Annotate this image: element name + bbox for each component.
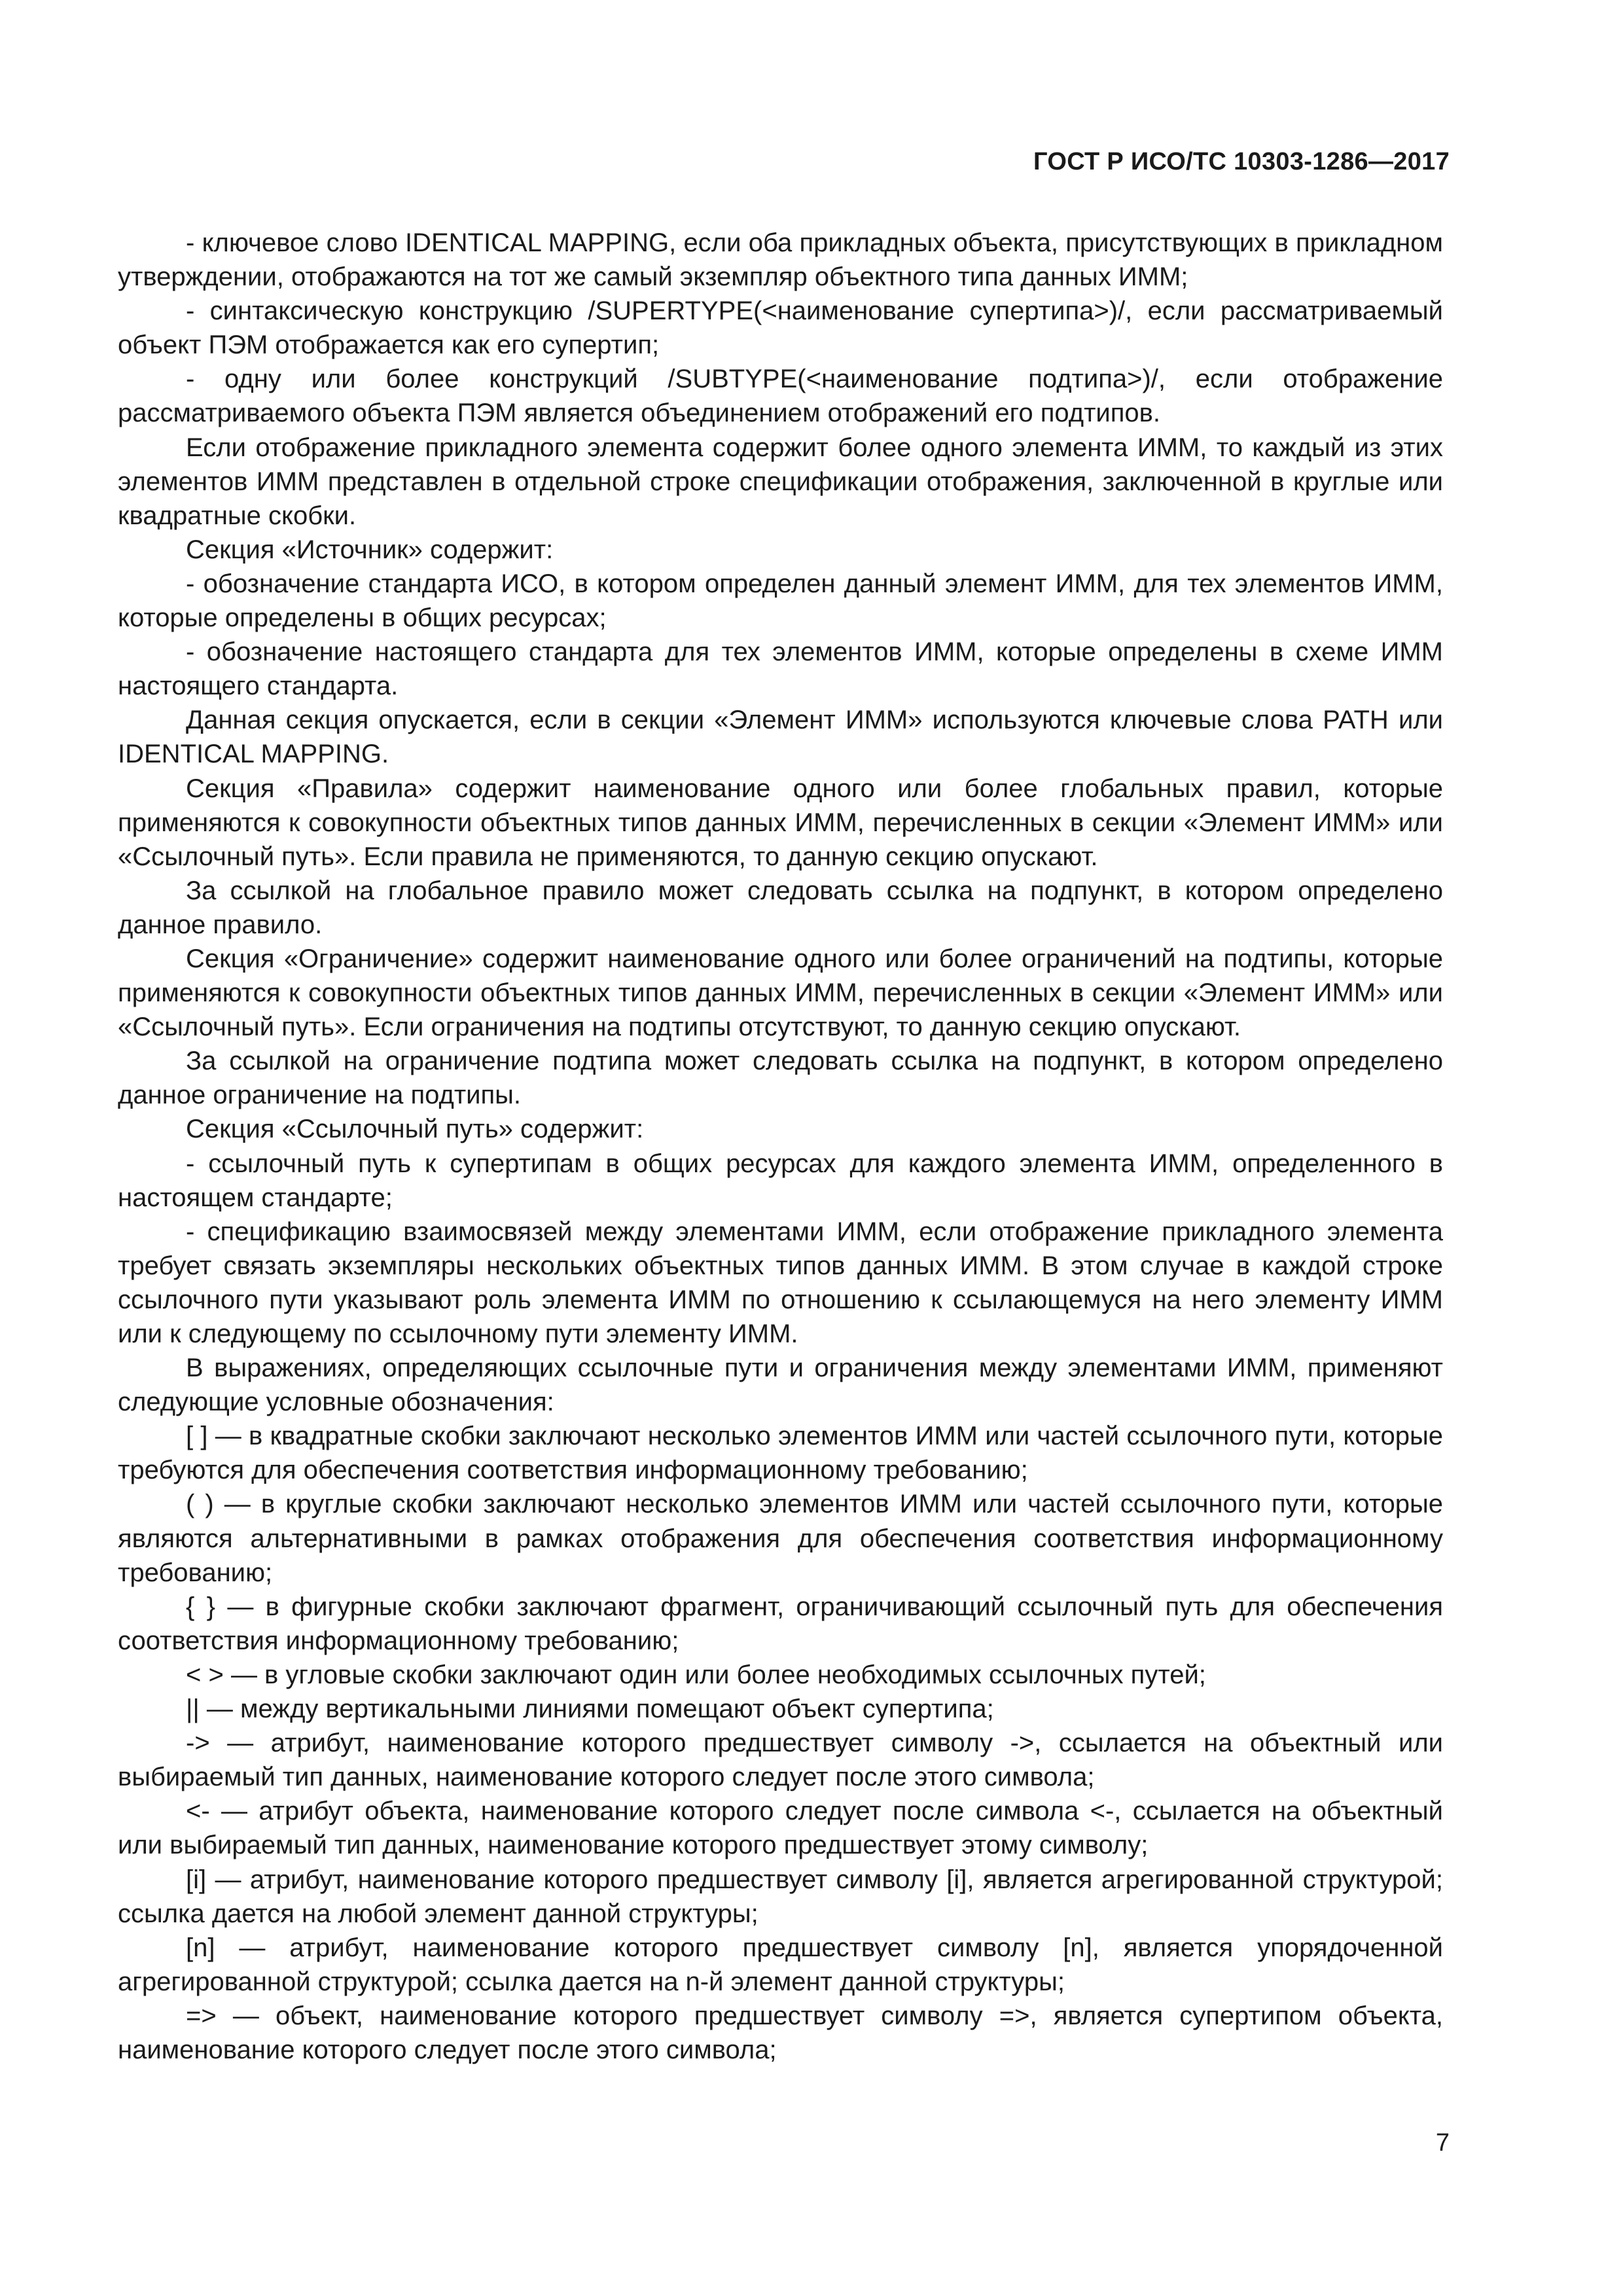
paragraph-curly-brackets: { } — в фигурные скобки заключают фрагмент, ограничивающий ссылочный путь для обеспечения соответствия информационному требованию; bbox=[118, 1592, 1443, 1655]
paragraph-aggregate-i: [i] — атрибут, наименование которого предшествует символу [i], является агрегированной структурой; ссылка дается на любой элемент данной структуры; bbox=[118, 1865, 1443, 1928]
paragraph-backward-arrow: <- — атрибут объекта, наименование которого следует после символа <-, ссылается на объектный или выбираемый тип данных, наименование которого предшествует этому символу; bbox=[118, 1797, 1443, 1860]
paragraph-constraint-section: Секция «Ограничение» содержит наименование одного или более ограничений на подтипы, которые применяются к совокупности объектных типов данных ИММ, перечисленных в секции «Элемент ИММ» или «Ссылочный путь». Если ограничения на подтипы отсутствуют, то данную секцию опускают. bbox=[118, 944, 1443, 1042]
paragraph-angle-brackets: < > — в угловые скобки заключают один или более необходимых ссылочных путей; bbox=[186, 1660, 1206, 1689]
paragraph-reference-path-section: Секция «Ссылочный путь» содержит: bbox=[186, 1115, 644, 1144]
paragraph-iso-designation: - обозначение стандарта ИСО, в котором определен данный элемент ИММ, для тех элементов ИММ, которые определены в общих ресурсах; bbox=[118, 569, 1443, 633]
paragraph-supertype-arrow: => — объект, наименование которого предшествует символу =>, является супертипом объекта, наименование которого следует после этого символа; bbox=[118, 2001, 1443, 2064]
paragraph-multiple-elements: Если отображение прикладного элемента содержит более одного элемента ИММ, то каждый из этих элементов ИММ представлен в отдельной строке спецификации отображения, заключенной в круглые или квадратные скобки. bbox=[118, 433, 1443, 530]
paragraph-aggregate-n: [n] — атрибут, наименование которого предшествует символу [n], является упорядоченной агрегированной структурой; ссылка дается на n-й элемент данной структуры; bbox=[118, 1933, 1443, 1996]
document-body bbox=[118, 226, 1443, 2067]
paragraph-round-brackets: ( ) — в круглые скобки заключают несколько элементов ИММ или частей ссылочного пути, которые являются альтернативными в рамках отображения для обеспечения соответствия информационному требованию; bbox=[118, 1490, 1443, 1587]
document-code-header: ГОСТ Р ИСО/ТС 10303-1286—2017 bbox=[1033, 148, 1450, 175]
paragraph-supertype-path: - ссылочный путь к супертипам в общих ресурсах для каждого элемента ИММ, определенного в настоящем стандарте; bbox=[118, 1149, 1443, 1212]
paragraph-square-brackets: [ ] — в квадратные скобки заключают несколько элементов ИММ или частей ссылочного пути, которые требуются для обеспечения соответствия информационному требованию; bbox=[118, 1422, 1443, 1485]
paragraph-relationship-spec: - спецификацию взаимосвязей между элементами ИММ, если отображение прикладного элемента требует связать экземпляры нескольких объектных типов данных ИММ. В этом случае в каждой строке ссылочного пути указывают роль элемента ИММ по отношению к ссылающемуся на него элементу ИММ или к следующему по ссылочному пути элементу ИММ. bbox=[118, 1217, 1443, 1348]
paragraph-notation-intro: В выражениях, определяющих ссылочные пути и ограничения между элементами ИММ, применяют следующие условные обозначения: bbox=[118, 1354, 1443, 1417]
paragraph-subtype: - одну или более конструкций /SUBTYPE(<наименование подтипа>)/, если отображение рассматриваемого объекта ПЭМ является объединением отображений его подтипов. bbox=[118, 365, 1443, 428]
paragraph-supertype: - синтаксическую конструкцию /SUPERTYPE(<наименование супертипа>)/, если рассматриваемый объект ПЭМ отображается как его супертип; bbox=[118, 296, 1443, 360]
paragraph-section-omitted: Данная секция опускается, если в секции «Элемент ИММ» используются ключевые слова PATH или IDENTICAL MAPPING. bbox=[118, 706, 1443, 769]
paragraph-source-section: Секция «Источник» содержит: bbox=[186, 535, 554, 564]
paragraph-forward-arrow: -> — атрибут, наименование которого предшествует символу ->, ссылается на объектный или выбираемый тип данных, наименование которого следует после этого символа; bbox=[118, 1729, 1443, 1792]
paragraph-rules-section: Секция «Правила» содержит наименование одного или более глобальных правил, которые применяются к совокупности объектных типов данных ИММ, перечисленных в секции «Элемент ИММ» или «Ссылочный путь». Если правила не применяются, то данную секцию опускают. bbox=[118, 774, 1443, 871]
paragraph-global-rule-reference: За ссылкой на глобальное правило может следовать ссылка на подпункт, в котором определено данное правило. bbox=[118, 876, 1443, 939]
paragraph-identical-mapping: - ключевое слово IDENTICAL MAPPING, если оба прикладных объекта, присутствующих в прикладном утверждении, отображаются на тот же самый экземпляр объектного типа данных ИММ; bbox=[118, 228, 1443, 292]
page-number: 7 bbox=[1435, 2129, 1450, 2157]
paragraph-constraint-reference: За ссылкой на ограничение подтипа может следовать ссылка на подпункт, в котором определено данное ограничение на подтипы. bbox=[118, 1047, 1443, 1110]
paragraph-standard-designation: - обозначение настоящего стандарта для тех элементов ИММ, которые определены в схеме ИММ настоящего стандарта. bbox=[118, 637, 1443, 701]
paragraph-vertical-lines: || — между вертикальными линиями помещают объект супертипа; bbox=[186, 1695, 994, 1724]
